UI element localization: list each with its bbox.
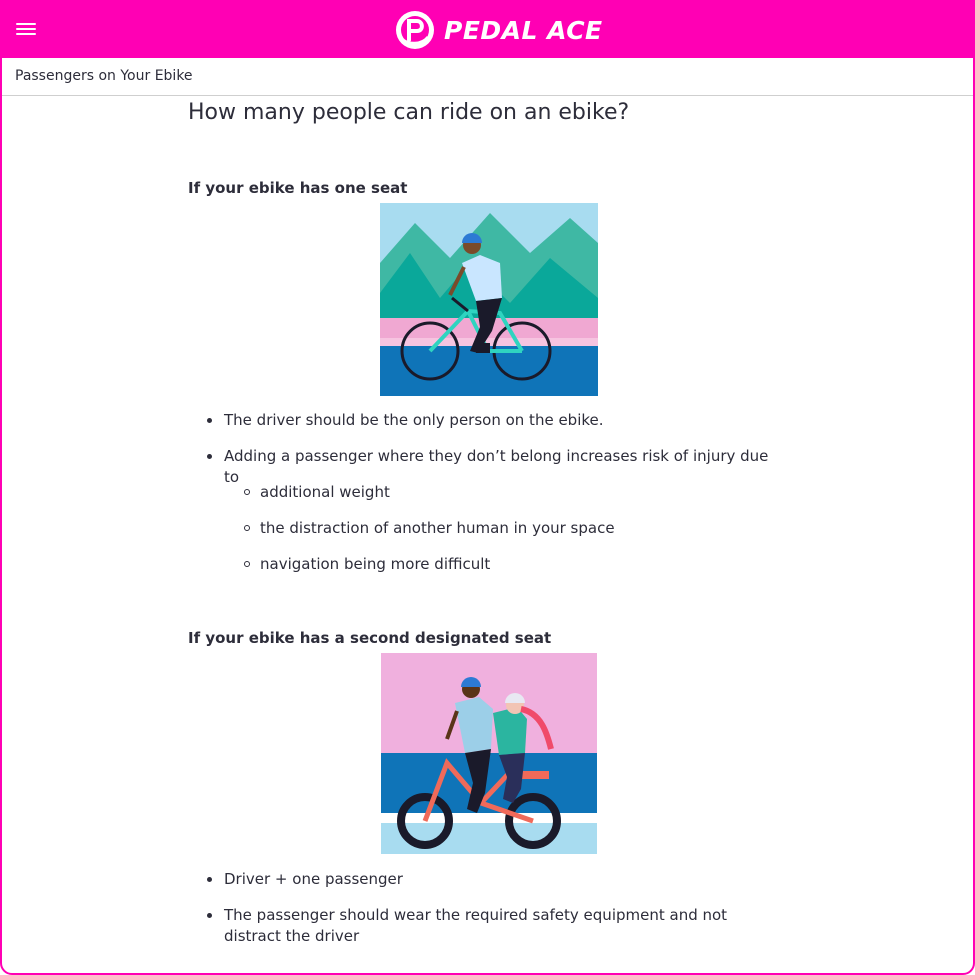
one-seat-bullet-list bbox=[224, 410, 784, 488]
section-heading-one-seat: If your ebike has one seat bbox=[188, 179, 408, 197]
brand-logo[interactable] bbox=[394, 8, 603, 52]
subheader-title: Passengers on Your Ebike bbox=[15, 68, 193, 84]
list-item: the distraction of another human in your space bbox=[260, 518, 780, 539]
driver-and-passenger-illustration bbox=[381, 653, 597, 854]
pedal-ace-logo-icon bbox=[394, 9, 436, 51]
second-seat-bullet-list bbox=[224, 869, 784, 947]
hamburger-icon[interactable] bbox=[16, 20, 36, 40]
single-rider-illustration bbox=[380, 203, 598, 396]
page-subheader bbox=[2, 58, 975, 96]
top-navigation-bar bbox=[2, 2, 975, 58]
list-item: Adding a passenger where they don’t belong increases risk of injury due to bbox=[224, 446, 784, 488]
one-seat-sub-bullet-list bbox=[260, 482, 780, 575]
list-item: The driver should be the only person on the ebike. bbox=[224, 410, 784, 431]
brand-name: PEDAL ACE bbox=[444, 15, 603, 45]
list-item: The passenger should wear the required safety equipment and not distract the driver bbox=[224, 905, 784, 947]
page-title: How many people can ride on an ebike? bbox=[188, 100, 630, 125]
list-item: additional weight bbox=[260, 482, 780, 503]
list-item: navigation being more difficult bbox=[260, 554, 780, 575]
section-heading-second-seat: If your ebike has a second designated seat bbox=[188, 629, 552, 647]
list-item: Driver + one passenger bbox=[224, 869, 784, 890]
